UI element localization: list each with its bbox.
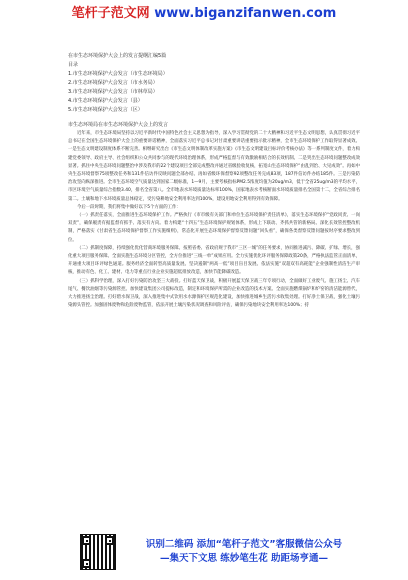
toc-label: 目录 xyxy=(68,62,79,68)
site-banner xyxy=(0,6,408,22)
paragraph-intro: 近年来，市生态环境局坚持以习近平新时代中国特色社会主义思想为指导，深入学习贯彻党的二十大精神和习近平生态文明思想，认真贯彻习近平总书记在全国生态环境保护大会上的重要讲话精神，全面落实习近平总书记对甘肃重要讲话重要指示批示精神，全市生态环境保护工作取得显著成效。一是生态文明建设制度体系不断完善。相继研究出台《市生态文明体制改革实施方案》《市生态文明建设目标评价考核办法》等一系列制度文件，着力构建党委领导、政府主导、社会组织和公众共同参与的现代环境治理体系，形成严格监督与有效激励相结合的长效机制。二是突出生态环境问题整改成效显著。抓住中央生态环境问题整治中涉及我市的22个建设项目全部完成整改并通过省级验收复核，拓宽山生态环境保护“由乱到治、大见成效”。再如中央生态环境督察75项整改任务和131件信访件反映问题全部办结。再如省级环保督察92项整改任务完成83项，187件信访件办结185件。三是污染防治攻坚向纵深推进。全市生态环境空气质量达到国家二级标准，1—9月，主要考核指标PM2.5浓度均值为20ug/m3，低于全省25ug/m3的平均水平，市区环境空气质量综合指数3.40，排名全省第八。全市地表水环境质量达标率100%，国家地表水考核断面水环境质量排名全国第十二，全省综合排名第二。土壤和地下水环境质量总体稳定，受污染耕地安全利用率达到100%，建设用地安全利用得到有效保障。 xyxy=(68,131,360,202)
section-title: 市生态环境局在市生态环境保护大会上的发言 xyxy=(68,122,169,128)
footer-line-2: —集天下文思 练妙笔生花 助距场亨通— xyxy=(159,553,329,564)
toc-item-1[interactable]: 1.市生态环境保护大会发言（市生态环境局） xyxy=(68,71,168,77)
paragraph-item-1: （一）抓责任落实，全面推进生态环境保护工作。严格执行《市市级有关部门和单位生态环境保护责任清单》，落实生态环境保护“党政同责、一岗双责”，确保履责有据监督有抓手、落实有方向。着力构建“十四五”生态环境保护规划体系，形成上下联动、齐抓共管的新格局。深化长效管控整改机制，严格落实《甘肃省生态环境保护督察工作实施细则》，常态化开展生态环境保护督察反馈问题“回头看”，确保各类督察反馈问题按时序要求整改到位。 xyxy=(68,213,360,243)
toc-item-3[interactable]: 3.市生态环境保护大会发言（市林草局） xyxy=(68,89,158,95)
document-title: 在市生态环境保护大会上的发言提纲汇编5篇 xyxy=(68,53,167,59)
paragraph-item-2: （二）抓制度保障，持续强化优化营商环境服务保障。按照省委、省政府规于我市“三区一城”的任务要求，协同推进减污、降碳、扩绿、增长，强化重大项目服务保障。全面实施生态环境分区管控，全方位推进“三线一单”成果应用。全力实施优化环评服务保障政策20条，严格执法监管正面清单，开通重大项目环评绿色通道。服务经济全面转型高质量发展。坚决遏制“两高一低”项目盲目发展。依法实施“双超双有高耗能”企业强制性清洁生产审核，推动有色、化工、建材、电力等重点行业企业实施超低排放改造，加快节能降碳改造。 xyxy=(68,245,360,276)
footer-text xyxy=(124,538,364,566)
site-banner-red: 笔杆子范文网 xyxy=(71,6,150,21)
toc-item-5[interactable]: 5.市生态环境保护大会发言（区） xyxy=(68,107,143,113)
toc-item-4[interactable]: 4.市生态环境保护大会发言（县） xyxy=(68,98,143,104)
paragraph-lead: 今后一段时期，我们将集中做好以下5个方面的工作： xyxy=(77,204,181,210)
toc-item-2[interactable]: 2.市生态环境保护大会发言（市水务局） xyxy=(68,80,158,86)
paragraph-item-3: （三）抓科学治理，深入打好污染防治攻坚三大战役。打好蓝天保卫战，积极开展蓝天保卫战三年专项行动，全面做好工业废气、施工扬尘、汽车尾气、餐饮油烟等污染源管控。加快建设集团公司提标改造，制定和环境保护所需的企业改造的技术方案。全面实施燃煤锅炉和炉窑的清洁能源替代，大力推进扬尘治理。打好碧水保卫战，深入推进集中式饮用水水源保护区规范化建设，加快推进城乡生活污水收集处理。打好净土保卫战，强化土壤污染源头管控。加强固体废物和危险废物监管，依法开展土壤污染状况调查和风险评估，确保污染地块安全利用率达100%；持 xyxy=(68,278,360,309)
footer xyxy=(0,534,408,574)
document-page xyxy=(68,52,360,310)
qr-code-icon[interactable] xyxy=(80,534,116,570)
site-banner-url[interactable]: www.biganzifanwen.com xyxy=(154,6,337,21)
footer-line-1: 识别二维码 添加“笔杆子范文”客服微信公众号 xyxy=(145,539,343,550)
